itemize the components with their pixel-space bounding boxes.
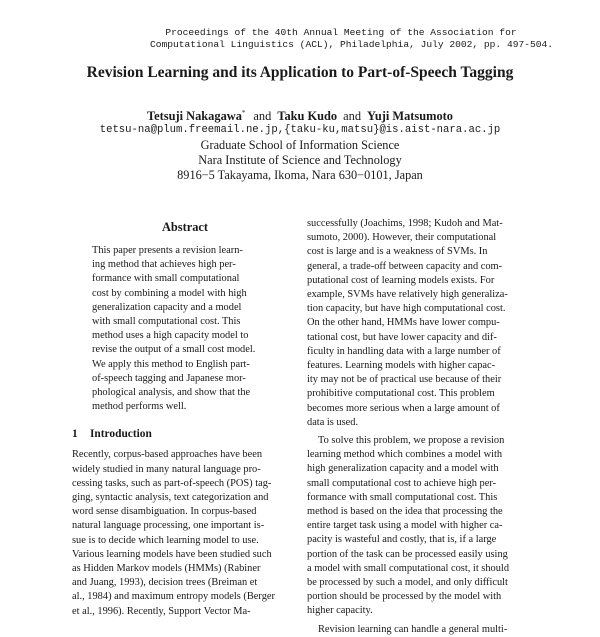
author-name: Tetsuji Nakagawa (147, 109, 242, 123)
abstract-line: method performs well. (92, 401, 187, 413)
body-line: formance with small computational cost. This (307, 491, 498, 503)
abstract-line: method uses a high capacity model to (92, 330, 249, 342)
author-emails: tetsu-na@plum.freemail.ne.jp,{taku-ku,matsu}@is.aist-nara.ac.jp (99, 124, 501, 136)
body-line: tational cost, but have lower capacity and dif- (307, 331, 497, 343)
body-line: method is based on the idea that processing the (307, 506, 503, 517)
proceedings-line: Computational Linguistics (ACL), Philadelphia, July 2002, pp. 497-504. (150, 39, 554, 50)
body-line: successfully (Joachims, 1998; Kudoh and Mat- (307, 218, 503, 229)
introduction-line: and Juang, 1993), decision trees (Breiman et (72, 577, 258, 589)
abstract-line: of-speech tagging and Japanese mor- (92, 372, 246, 384)
introduction-line: sue is to decide which learning model to use. (72, 534, 259, 546)
body-line: sumoto, 2000). However, their computational (307, 232, 497, 244)
section-number: 1 (72, 428, 78, 441)
body-line: data is used. (307, 416, 359, 428)
section-title: Introduction (90, 428, 152, 441)
body-line: portion should be processed by the model with (307, 591, 502, 603)
introduction-line: widely studied in many natural language pro- (72, 463, 261, 475)
abstract-heading: Abstract (161, 220, 209, 234)
introduction-line: al., 1984) and maximum entropy models (Berger (72, 591, 275, 603)
abstract-line: We apply this method to English part- (92, 358, 250, 370)
body-line: example, SVMs have relatively high generaliza- (307, 289, 508, 300)
introduction-line: as Hidden Markov models (HMMs) (Rabiner (72, 563, 261, 574)
body-line: putational cost of learning models exists. For (307, 274, 495, 286)
abstract-line: formance with small computational (92, 273, 240, 285)
section-heading-introduction (72, 428, 152, 440)
introduction-line: word sense disambiguation. In corpus-based (72, 506, 257, 518)
author-conjunction: and (253, 109, 272, 123)
author-name: Taku Kudo (277, 109, 338, 123)
author-conjunction: and (343, 109, 362, 123)
body-line: general, a trade-off between capacity and com- (307, 260, 503, 272)
abstract-line: cost by combining a model with high (92, 287, 247, 299)
introduction-line: natural language processing, one important is- (72, 520, 265, 532)
body-line: small computational cost to achieve high per- (307, 477, 497, 489)
author-name: Yuji Matsumoto (367, 109, 453, 123)
abstract-line: revise the output of a small cost model. (92, 344, 256, 356)
abstract-line: with small computational cost. This (92, 316, 241, 327)
proceedings-line: Proceedings of the 40th Annual Meeting of the Association for (165, 27, 517, 38)
introduction-line: Recently, corpus-based approaches have been (72, 449, 263, 461)
introduction-line: cessing tasks, such as part-of-speech (POS) tag- (72, 477, 272, 489)
body-line: portion of the task can be processed easily using (307, 548, 508, 560)
body-line: be processed by such a model, and only difficult (307, 577, 508, 588)
affiliation-line: 8916−5 Takayama, Ikoma, Nara 630−0101, Japan (177, 168, 423, 182)
body-line: becomes more serious when a large amount of (307, 402, 500, 414)
body-line: cost is large and is a weakness of SVMs. In (307, 246, 488, 258)
body-line: ity may not be of practical use because of their (307, 374, 502, 386)
author-footnote-mark: * (241, 109, 246, 117)
introduction-line: et al., 1996). Recently, Support Vector Ma- (72, 605, 251, 617)
body-line: On the other hand, HMMs have lower compu- (307, 317, 500, 329)
body-line: pacity is wasteful and costly, that is, if a large (307, 534, 497, 546)
affiliation-line: Nara Institute of Science and Technology (198, 153, 402, 167)
proceedings-header (150, 27, 554, 51)
paper-title: Revision Learning and its Application to Part-of-Speech Tagging (86, 64, 514, 81)
affiliation-line: Graduate School of Information Science (200, 138, 400, 152)
body-line: prohibitive computational cost. This problem (307, 388, 495, 400)
abstract-line: generalization capacity and a model (92, 301, 242, 313)
body-line: To solve this problem, we propose a revision (318, 435, 505, 446)
introduction-line: Various learning models have been studied such (72, 548, 272, 560)
body-line: higher capacity. (307, 605, 373, 617)
body-line: learning method which combines a model with (307, 449, 503, 461)
abstract-line: This paper presents a revision learn- (92, 245, 243, 256)
body-line: Revision learning can handle a general multi- (318, 623, 508, 635)
introduction-line: ging, syntactic analysis, text categorization and (72, 492, 269, 503)
author-list (0, 109, 600, 124)
abstract-line: phological analysis, and show that the (92, 387, 251, 398)
body-line: ficulty in handling data with a large number of (307, 345, 501, 357)
body-line: tion capacity, but have high computational cost. (307, 303, 506, 315)
body-line: features. Learning models with higher capac- (307, 360, 496, 371)
body-line: high generalization capacity and a model with (307, 463, 499, 475)
abstract-line: ing method that achieves high per- (92, 259, 236, 271)
body-line: entire target task using a model with higher ca- (307, 520, 503, 532)
body-line: a model with small computational cost, it should (307, 562, 510, 574)
